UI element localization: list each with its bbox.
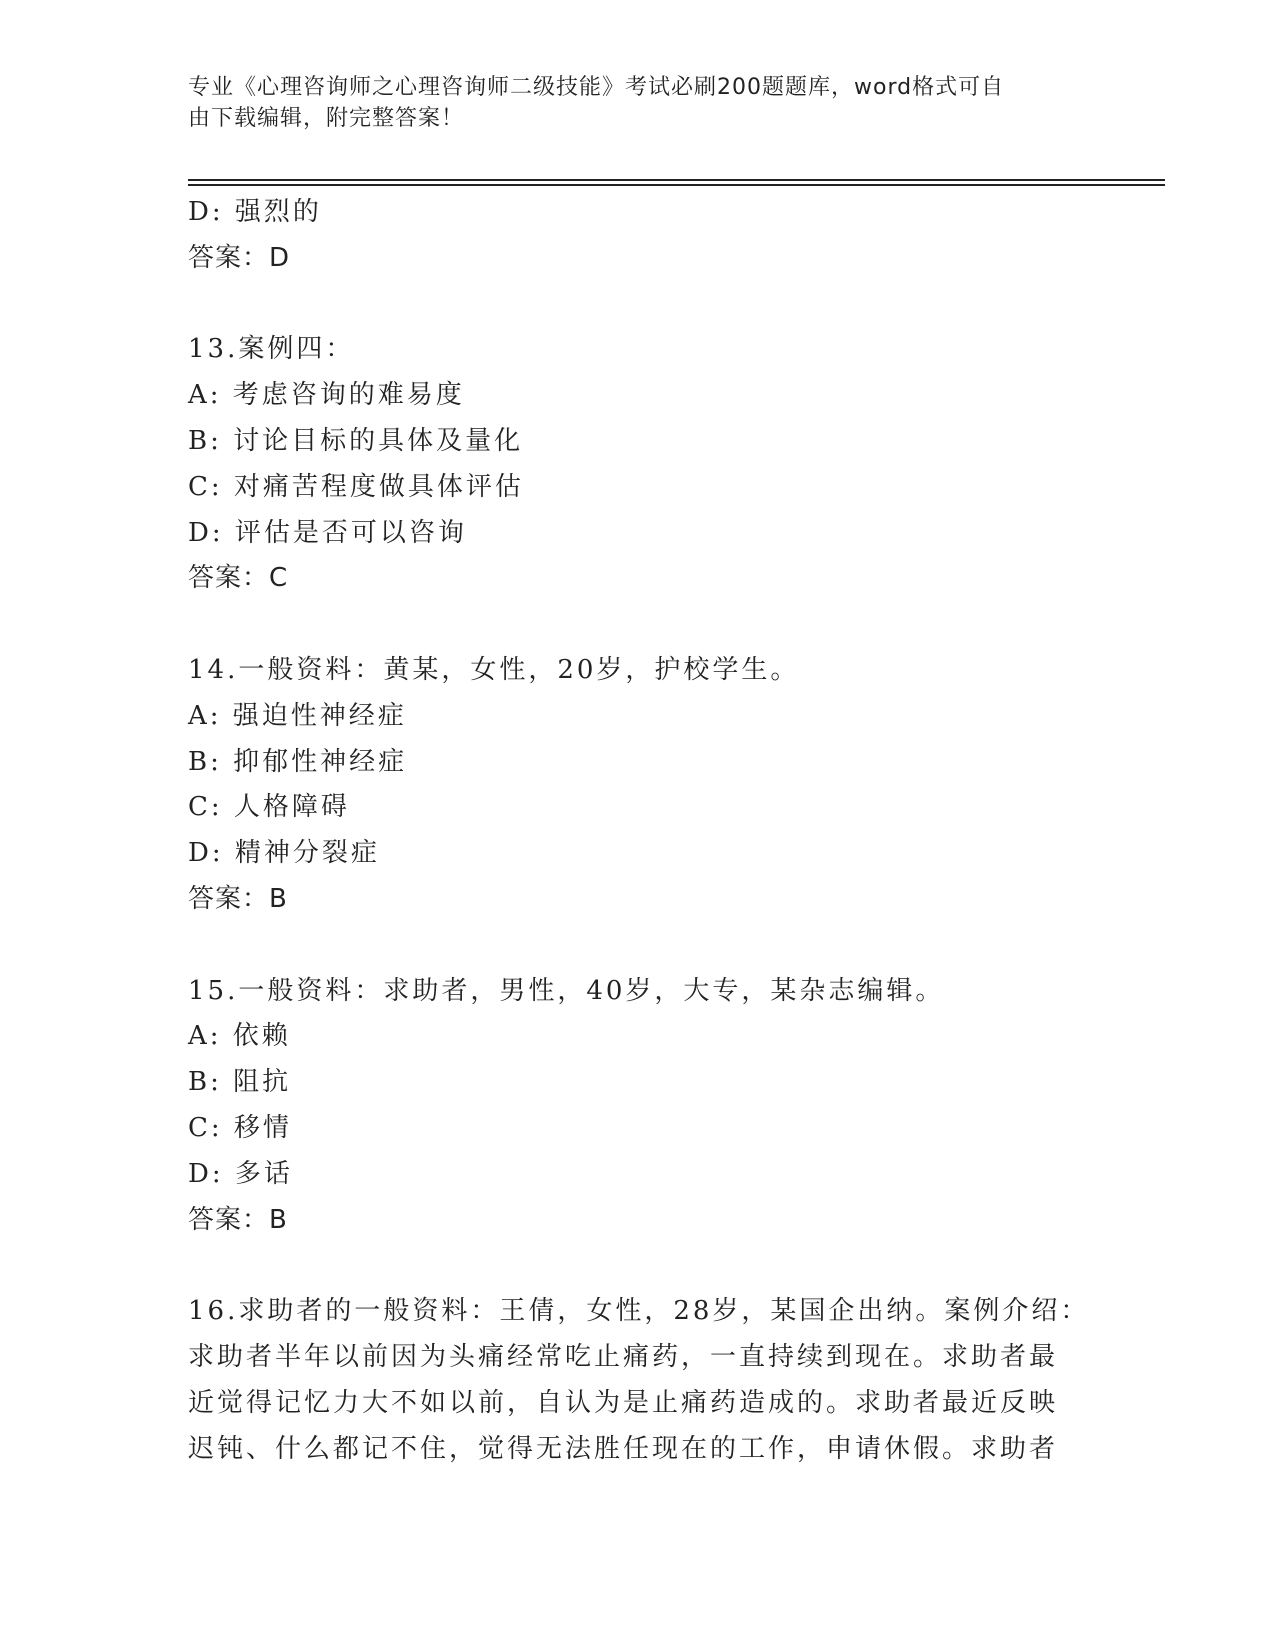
answer: 答案：B	[188, 883, 288, 914]
question-text-line: 16.求助者的一般资料：王倩，女性，28岁，某国企出纳。案例介绍：	[188, 1296, 1090, 1327]
spacer	[188, 602, 1088, 648]
option-a: A: 考虑咨询的难易度	[188, 380, 465, 411]
header-line-2: 由下载编辑，附完整答案！	[188, 106, 465, 131]
option-b: B: 阻抗	[188, 1067, 292, 1098]
question-15	[188, 969, 1088, 1244]
option-b: B: 讨论目标的具体及量化	[188, 425, 524, 456]
option-c: C: 移情	[188, 1112, 292, 1143]
document-header	[188, 72, 1068, 134]
answer: 答案：C	[188, 563, 289, 594]
option-d: D: 精神分裂症	[188, 838, 380, 869]
option-d: D: 评估是否可以咨询	[188, 517, 467, 548]
header-rule-bottom	[188, 184, 1165, 186]
prev-option-d: D: 强烈的	[188, 197, 322, 227]
option-c: C: 对痛苦程度做具体评估	[188, 471, 524, 502]
prev-answer: 答案：D	[188, 242, 291, 273]
option-b: B: 抑郁性神经症	[188, 746, 408, 777]
document-body	[188, 190, 1088, 1472]
option-d: D: 多话	[188, 1158, 293, 1189]
answer: 答案：B	[188, 1204, 288, 1235]
spacer	[188, 282, 1088, 328]
spacer	[188, 923, 1088, 969]
option-a: A: 依赖	[188, 1021, 291, 1052]
header-line-1: 专业《心理咨询师之心理咨询师二级技能》考试必刷200题题库，word格式可自	[188, 75, 1005, 100]
option-c: C: 人格障碍	[188, 792, 350, 823]
question-14	[188, 648, 1088, 923]
question-16	[188, 1289, 1088, 1472]
question-text-line: 迟钝、什么都记不住，觉得无法胜任现在的工作，申请休假。求助者	[188, 1433, 1059, 1464]
option-a: A: 强迫性神经症	[188, 700, 407, 731]
question-text-line: 求助者半年以前因为头痛经常吃止痛药，一直持续到现在。求助者最	[188, 1341, 1059, 1372]
question-stem: 15.一般资料：求助者，男性，40岁，大专，某杂志编辑。	[188, 975, 945, 1006]
header-rule-top	[188, 179, 1165, 181]
spacer	[188, 1243, 1088, 1289]
question-13	[188, 327, 1088, 602]
question-text-line: 近觉得记忆力大不如以前，自认为是止痛药造成的。求助者最近反映	[188, 1387, 1059, 1418]
question-stem: 13.案例四：	[188, 334, 355, 365]
question-stem: 14.一般资料：黄某，女性，20岁，护校学生。	[188, 654, 800, 685]
